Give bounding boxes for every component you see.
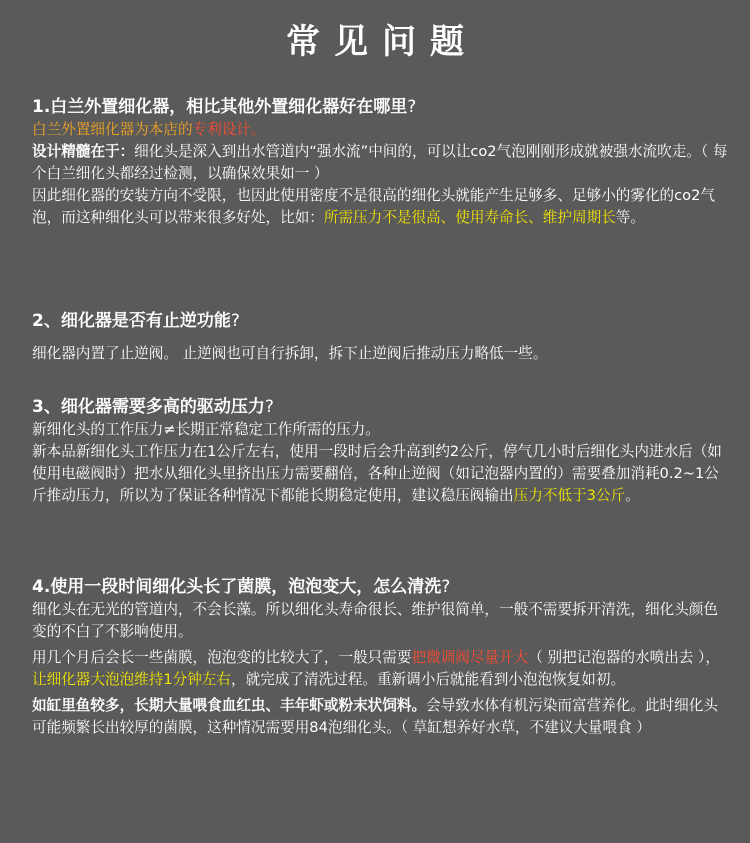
answer-4-para-1: 细化头在无光的管道内，不会长藻。所以细化头寿命很长、维护很简单，一般不需要拆开清洗，细化头颜色变的不白了不影响使用。: [32, 601, 718, 640]
question-3: [32, 395, 732, 419]
benefit-end: 等。: [615, 209, 645, 226]
question-1: [32, 95, 732, 119]
question-mark: ?: [441, 577, 451, 597]
faq-item-2: [32, 309, 732, 365]
benefit-text: 因此细化器的安装方向不受限，也因此使用密度不是很高的细化头就能产生足够多、足够小的雾化的co2气泡，而这种细化头可以带来很多好处，比如：: [32, 187, 715, 226]
faq-item-4: [32, 575, 732, 739]
question-mark: ?: [407, 97, 417, 117]
para-3-text: 会导致水体有机污染而富营养化。此时细化头可能频繁长出较厚的菌膜，这种情况需要用84泡细化头。（ 草缸想养好水草，不建议大量喂食 ）: [32, 697, 718, 736]
answer-2: 细化器内置了止逆阀。 止逆阀也可自行拆卸，拆下止逆阀后推动压力略低一些。: [32, 345, 548, 362]
faq-item-1: [32, 95, 732, 229]
answer-1-benefit: [32, 185, 732, 229]
intro-red-text: 专利设计。: [192, 121, 266, 138]
question-2-text: 2、细化器是否有止逆功能: [32, 311, 231, 331]
answer-3-text: 新本品新细化头工作压力在1公斤左右，使用一段时后会升高到约2公斤，停气几小时后细化头内进水后（如使用电磁阀时）把水从细化头里挤出压力需要翻倍，各种止逆阀（如记泡器内置的）需要叠加消耗0.2~1公斤推动压力，所以为了保证各种情况下都能长期稳定使用，建议稳压阀输出: [32, 443, 722, 504]
para-2-text-a: 用几个月后会长一些菌膜，泡泡变的比较大了，一般只需要: [32, 649, 412, 666]
para-2-text-c: ，就完成了清洗过程。重新调小后就能看到小泡泡恢复如初。: [231, 671, 626, 688]
answer-1-design: [32, 141, 732, 185]
intro-orange-text: 白兰外置细化器为本店的: [32, 121, 193, 138]
faq-item-3: [32, 395, 732, 507]
design-label: 设计精髓在于：: [32, 143, 135, 160]
answer-4-para-2: [32, 647, 732, 691]
para-2-text-b: （ 别把记泡器的水喷出去 ），: [528, 649, 720, 666]
pressure-highlight: 压力不低于3公斤: [513, 487, 626, 504]
design-text: 细化头是深入到出水管道内“强水流”中间的，可以让co2气泡刚刚形成就被强水流吹走。（ 每个白兰细化头都经过检测，以确保效果如一 ）: [32, 143, 728, 182]
question-mark: ?: [264, 397, 274, 417]
question-4: [32, 575, 732, 599]
question-2: [32, 309, 732, 333]
question-1-text: 1.白兰外置细化器，相比其他外置细化器好在哪里: [32, 97, 408, 117]
valve-highlight: 把微调阀尽量开大: [411, 649, 529, 666]
bubble-highlight: 让细化器大泡泡维持1分钟左右: [32, 671, 232, 688]
question-mark: ?: [230, 311, 240, 331]
answer-4-para-3: [32, 695, 732, 739]
question-3-text: 3、细化器需要多高的驱动压力: [32, 397, 265, 417]
answer-3-line-2: [32, 441, 732, 507]
answer-3-end: 。: [625, 487, 640, 504]
page-title: 常见问题: [286, 22, 478, 62]
answer-1-intro: [32, 119, 732, 141]
question-4-text: 4.使用一段时间细化头长了菌膜，泡泡变大，怎么清洗: [32, 577, 442, 597]
benefit-highlight: 所需压力不是很高、使用寿命长、维护周期长: [323, 209, 616, 226]
answer-3-line-1: 新细化头的工作压力≠长期正常稳定工作所需的压力。: [32, 421, 380, 438]
para-3-bold: 如缸里鱼较多，长期大量喂食血红虫、丰年虾或粉末状饲料。: [32, 697, 427, 714]
